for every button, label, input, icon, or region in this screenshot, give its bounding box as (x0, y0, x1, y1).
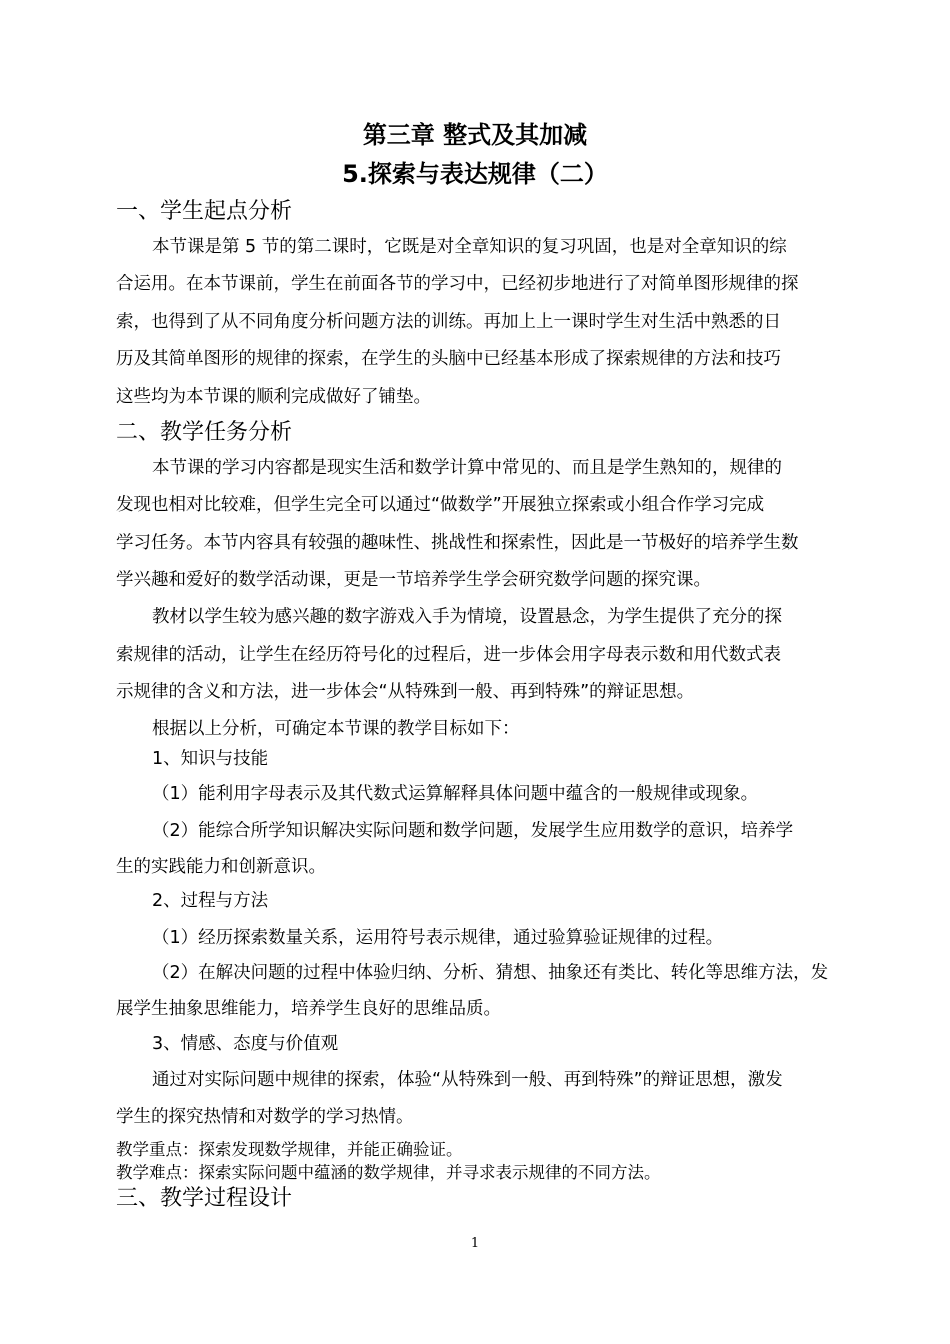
section1-line: 这些均为本节课的顺利完成做好了铺垫。 (116, 387, 431, 407)
goal3-text-line: 学生的探究热情和对数学的学习热情。 (116, 1107, 414, 1127)
section2-para2-line: 教材以学生较为感兴趣的数字游戏入手为情境，设置悬念，为学生提供了充分的探 (152, 607, 782, 627)
goal3-text-line: 通过对实际问题中规律的探索，体验“从特殊到一般、再到特殊”的辩证思想，激发 (152, 1070, 783, 1090)
lesson-title: 5.探索与表达规律（二） (342, 160, 608, 188)
goal1-item2-line: 生的实践能力和创新意识。 (116, 857, 326, 877)
section2-para2-line: 索规律的活动，让学生在经历符号化的过程后，进一步体会用字母表示数和用代数式表 (116, 645, 781, 665)
key-point: 教学重点：探索发现数学规律，并能正确验证。 (116, 1140, 463, 1159)
section2-para1-line: 本节课的学习内容都是现实生活和数学计算中常见的、而且是学生熟知的，规律的 (152, 458, 782, 478)
section2-para1-line: 发现也相对比较难，但学生完全可以通过“做数学”开展独立探索或小组合作学习完成 (116, 495, 765, 515)
goals-intro: 根据以上分析，可确定本节课的教学目标如下： (152, 719, 520, 739)
page-number: 1 (470, 1236, 480, 1251)
section2-para1-line: 学习任务。本节内容具有较强的趣味性、挑战性和探索性，因此是一节极好的培养学生数 (116, 533, 799, 553)
difficult-point: 教学难点：探索实际问题中蕴涵的数学规律，并寻求表示规律的不同方法。 (116, 1163, 661, 1182)
goal1-item2-line: （2）能综合所学知识解决实际问题和数学问题，发展学生应用数学的意识，培养学 (152, 821, 794, 841)
goal2-item1: （1）经历探索数量关系，运用符号表示规律，通过验算验证规律的过程。 (152, 928, 724, 948)
section2-para1-line: 学兴趣和爱好的数学活动课，更是一节培养学生学会研究数学问题的探究课。 (116, 570, 711, 590)
section1-line: 本节课是第 5 节的第二课时，它既是对全章知识的复习巩固，也是对全章知识的综 (152, 237, 787, 257)
goal2-item2-line: （2）在解决问题的过程中体验归纳、分析、猜想、抽象还有类比、转化等思维方法，发 (152, 963, 829, 983)
goal2-title: 2、过程与方法 (152, 891, 269, 911)
section3-heading: 三、教学过程设计 (116, 1186, 293, 1211)
goal1-item1: （1）能利用字母表示及其代数式运算解释具体问题中蕴含的一般规律或现象。 (152, 784, 759, 804)
goal1-title: 1、知识与技能 (152, 749, 269, 769)
section1-line: 索，也得到了从不同角度分析问题方法的训练。再加上上一课时学生对生活中熟悉的日 (116, 312, 781, 332)
goal3-title: 3、情感、态度与价值观 (152, 1034, 339, 1054)
section1-line: 历及其简单图形的规律的探索，在学生的头脑中已经基本形成了探索规律的方法和技巧 (116, 349, 781, 369)
section2-para2-line: 示规律的含义和方法，进一步体会“从特殊到一般、再到特殊”的辩证思想。 (116, 682, 695, 702)
chapter-title: 第三章 整式及其加减 (362, 121, 588, 149)
section1-line: 合运用。在本节课前，学生在前面各节的学习中，已经初步地进行了对简单图形规律的探 (116, 274, 799, 294)
goal2-item2-line: 展学生抽象思维能力，培养学生良好的思维品质。 (116, 999, 501, 1019)
section1-heading: 一、学生起点分析 (116, 199, 293, 224)
section2-heading: 二、教学任务分析 (116, 420, 293, 445)
